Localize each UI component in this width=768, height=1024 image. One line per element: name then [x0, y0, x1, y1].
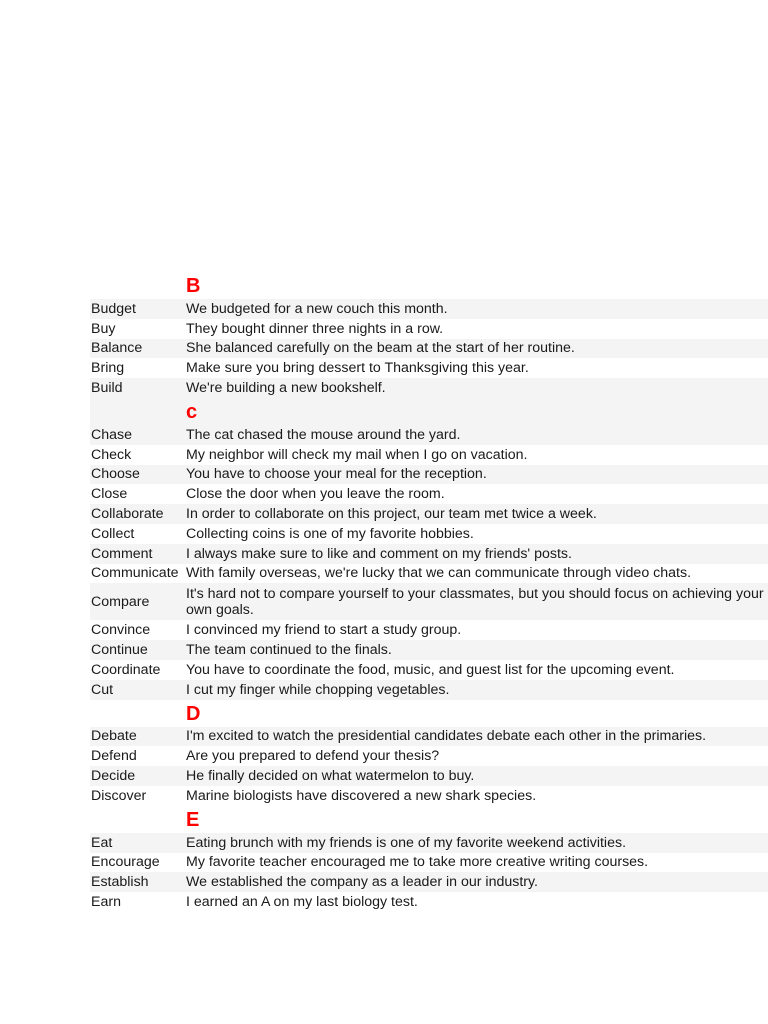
example-sentence: With family overseas, we're lucky that we can communicate through video chats. — [186, 565, 692, 582]
example-sentence: The cat chased the mouse around the yard. — [186, 426, 461, 443]
example-sentence: They bought dinner three nights in a row. — [186, 320, 444, 337]
vocab-word: Balance — [91, 340, 143, 357]
letter-header-row — [90, 700, 768, 727]
vocab-word: Continue — [91, 642, 148, 659]
example-sentence: She balanced carefully on the beam at the start of her routine. — [186, 340, 575, 357]
section-e — [90, 806, 768, 912]
example-sentence: Eating brunch with my friends is one of my favorite weekend activities. — [186, 834, 627, 851]
table-row — [90, 872, 768, 892]
table-row — [90, 660, 768, 680]
table-row — [90, 299, 768, 319]
word-list — [90, 833, 768, 912]
example-sentence: You have to choose your meal for the reception. — [186, 466, 487, 483]
table-row — [90, 504, 768, 524]
section-letter: E — [186, 808, 200, 831]
vocab-word: Compare — [91, 593, 150, 610]
table-row — [90, 680, 768, 700]
example-sentence: My favorite teacher encouraged me to take more creative writing courses. — [186, 854, 649, 871]
vocab-word: Communicate — [91, 565, 179, 582]
table-row — [90, 766, 768, 786]
section-b — [90, 272, 768, 398]
vocab-word: Earn — [91, 894, 121, 911]
example-sentence: We established the company as a leader in our industry. — [186, 874, 538, 891]
vocab-word: Eat — [91, 834, 113, 851]
table-row — [90, 786, 768, 806]
table-row — [90, 484, 768, 504]
table-row — [90, 544, 768, 564]
vocab-word: Defend — [91, 748, 137, 765]
section-c — [90, 398, 768, 700]
vocabulary-sheet — [90, 272, 768, 912]
vocab-word: Choose — [91, 466, 140, 483]
table-row — [90, 564, 768, 584]
vocab-word: Decide — [91, 768, 136, 785]
table-row — [90, 727, 768, 747]
letter-header-row — [90, 272, 768, 299]
vocab-word: Convince — [91, 622, 151, 639]
vocab-word: Close — [91, 486, 128, 503]
vocab-word: Coordinate — [91, 661, 161, 678]
vocab-word: Buy — [91, 320, 116, 337]
table-row — [90, 892, 768, 912]
example-sentence: I cut my finger while chopping vegetables. — [186, 681, 450, 698]
example-sentence: I'm excited to watch the presidential candidates debate each other in the primaries. — [186, 728, 707, 745]
table-row — [90, 853, 768, 873]
word-list — [90, 425, 768, 700]
vocab-word: Budget — [91, 300, 136, 317]
vocab-word: Encourage — [91, 854, 160, 871]
letter-header-row — [90, 806, 768, 833]
vocab-word: Collect — [91, 525, 135, 542]
table-row — [90, 640, 768, 660]
table-row — [90, 358, 768, 378]
example-sentence: Collecting coins is one of my favorite hobbies. — [186, 525, 474, 542]
word-list — [90, 299, 768, 398]
vocab-word: Debate — [91, 728, 137, 745]
vocab-word: Bring — [91, 360, 125, 377]
example-sentence: Marine biologists have discovered a new shark species. — [186, 787, 537, 804]
table-row — [90, 319, 768, 339]
example-sentence: It's hard not to compare yourself to your classmates, but you should focus on achieving your own goals. — [186, 585, 764, 618]
example-sentence: Close the door when you leave the room. — [186, 486, 445, 503]
table-row — [90, 620, 768, 640]
example-sentence: I always make sure to like and comment on my friends' posts. — [186, 545, 572, 562]
example-sentence: We're building a new bookshelf. — [186, 380, 386, 397]
table-row — [90, 833, 768, 853]
example-sentence: In order to collaborate on this project, our team met twice a week. — [186, 506, 597, 523]
example-sentence: He finally decided on what watermelon to buy. — [186, 768, 475, 785]
example-sentence: Are you prepared to defend your thesis? — [186, 748, 440, 765]
letter-header-row — [90, 398, 768, 425]
table-row — [90, 465, 768, 485]
table-row — [90, 339, 768, 359]
example-sentence: I convinced my friend to start a study group. — [186, 622, 462, 639]
vocab-word: Comment — [91, 545, 153, 562]
section-letter: B — [186, 275, 201, 297]
table-row — [90, 524, 768, 544]
section-letter: D — [186, 702, 201, 725]
table-row — [90, 445, 768, 465]
table-row — [90, 378, 768, 398]
example-sentence: My neighbor will check my mail when I go on vacation. — [186, 446, 528, 463]
table-row — [90, 583, 768, 620]
section-letter: c — [186, 400, 198, 423]
example-sentence: The team continued to the finals. — [186, 642, 392, 659]
vocab-word: Cut — [91, 681, 114, 698]
section-d — [90, 700, 768, 806]
example-sentence: Make sure you bring dessert to Thanksgiving this year. — [186, 360, 529, 377]
vocab-word: Discover — [91, 787, 147, 804]
vocab-word: Chase — [91, 426, 133, 443]
table-row — [90, 425, 768, 445]
vocab-word: Establish — [91, 874, 149, 891]
vocab-word: Build — [91, 380, 123, 397]
vocab-word: Collaborate — [91, 506, 164, 523]
example-sentence: We budgeted for a new couch this month. — [186, 300, 448, 317]
vocab-word: Check — [91, 446, 132, 463]
word-list — [90, 727, 768, 806]
table-row — [90, 746, 768, 766]
example-sentence: You have to coordinate the food, music, and guest list for the upcoming event. — [186, 661, 675, 678]
example-sentence: I earned an A on my last biology test. — [186, 894, 418, 911]
